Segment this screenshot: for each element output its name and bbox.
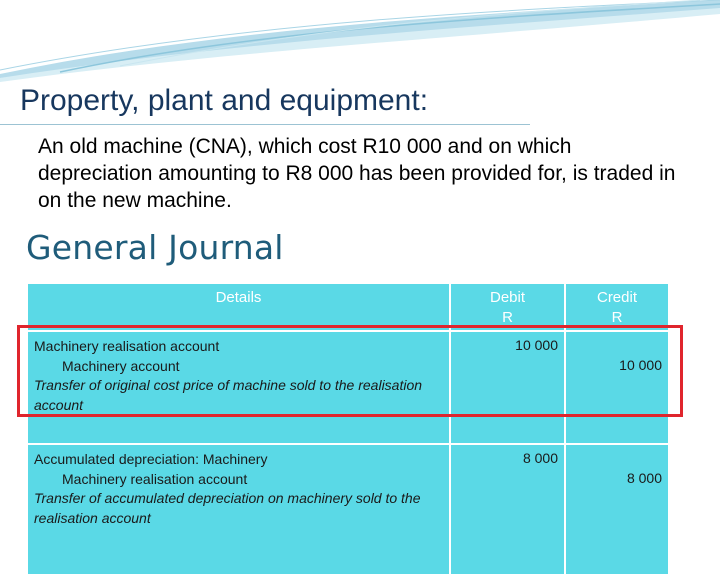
details-column-header <box>28 284 449 330</box>
slide-title: Property, plant and equipment: <box>20 84 429 117</box>
credit-account-name: Machinery realisation account <box>62 470 248 487</box>
debit-column-header <box>451 284 564 330</box>
debit-header-unit: R <box>502 309 513 326</box>
debit-amount: 8 000 <box>451 445 564 574</box>
entry-details-cell <box>28 445 449 574</box>
debit-account-name: Accumulated depreciation: Machinery <box>34 451 268 467</box>
general-journal-heading: General Journal <box>26 228 284 267</box>
credit-account-name: Machinery account <box>62 357 180 374</box>
credit-header-label: Credit <box>596 289 637 306</box>
entry-narration: Transfer of accumulated depreciation on machinery sold to the realisation account <box>34 490 421 526</box>
slide-body-text: An old machine (CNA), which cost R10 000 and on which depreciation amounting to R8 000 has been provided for, is traded in on the new machine. <box>38 135 676 212</box>
general-journal-table <box>26 282 670 576</box>
debit-account-name: Machinery realisation account <box>34 338 220 354</box>
credit-amount: 8 000 <box>566 445 668 574</box>
credit-column-header <box>566 284 668 330</box>
journal-header-row <box>28 284 668 330</box>
entry-narration: Transfer of original cost price of machine sold to the realisation account <box>34 377 423 413</box>
decorative-wave-banner <box>0 0 720 90</box>
debit-amount: 10 000 <box>451 332 564 443</box>
journal-entry-row <box>28 332 668 443</box>
debit-header-label: Debit <box>489 289 526 306</box>
journal-entry-row <box>28 445 668 574</box>
credit-amount: 10 000 <box>566 332 668 443</box>
credit-header-unit: R <box>611 309 623 326</box>
details-header-label: Details <box>215 289 262 306</box>
title-divider <box>0 124 530 125</box>
entry-details-cell <box>28 332 449 443</box>
